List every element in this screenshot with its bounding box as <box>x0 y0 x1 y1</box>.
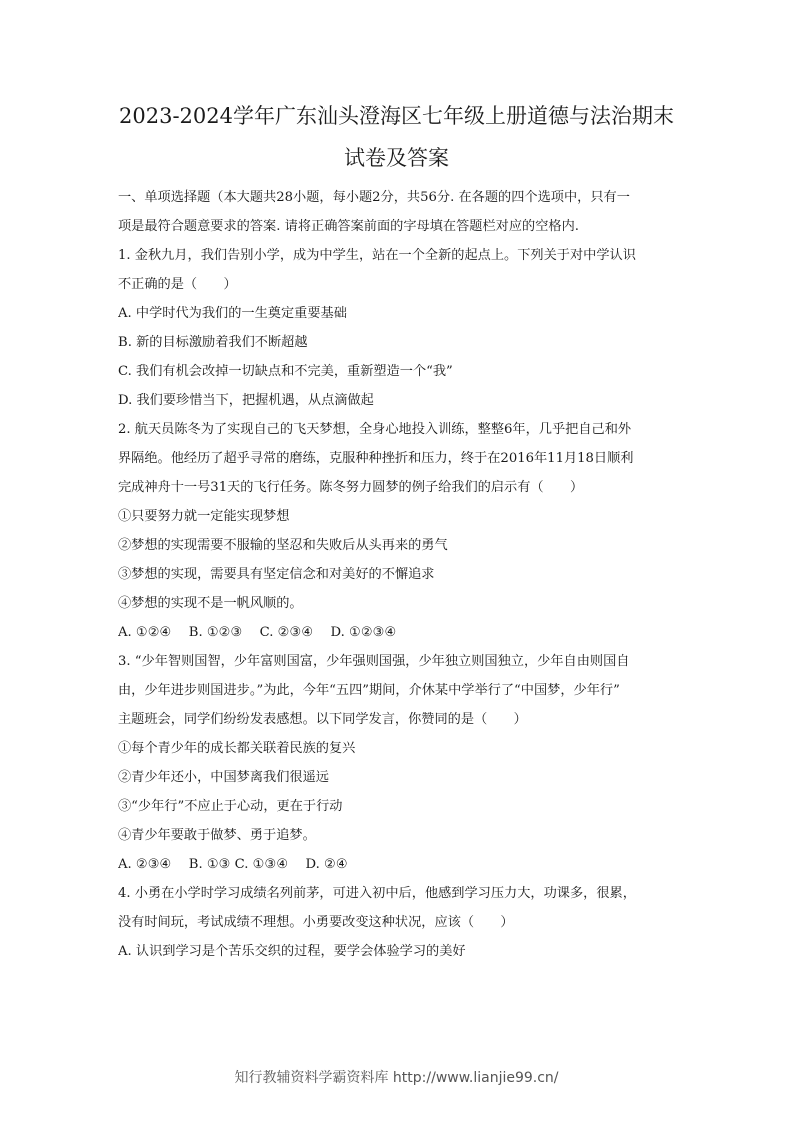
text-line: A. ②③④ B. ①③ C. ①③④ D. ②④ <box>118 857 348 872</box>
text-line: A. 中学时代为我们的一生奠定重要基础 <box>118 306 347 321</box>
text-line: B. 新的目标激励着我们不断超越 <box>118 335 308 350</box>
text-line: 项是最符合题意要求的答案. 请将正确答案前面的字母填在答题栏对应的空格内. <box>118 219 579 234</box>
text-line: ③梦想的实现，需要具有坚定信念和对美好的不懈追求 <box>118 567 435 582</box>
text-line: 界隔绝。他经历了超乎寻常的磨练，克服种种挫折和压力，终于在2016年11月18日顺利 <box>118 451 634 466</box>
text-line: ①每个青少年的成长都关联着民族的复兴 <box>118 741 356 756</box>
text-line: 3. “少年智则国智，少年富则国富，少年强则国强，少年独立则国独立，少年自由则国自 <box>118 654 630 669</box>
text-line: 不正确的是（ ） <box>118 277 237 292</box>
footer-watermark: 知行教辅资料学霸资料库 http://www.lianjie99.cn/ <box>234 1070 559 1086</box>
text-line: A. 认识到学习是个苦乐交织的过程，要学会体验学习的美好 <box>118 944 466 959</box>
text-line: 4. 小勇在小学时学习成绩名列前茅，可进入初中后，他感到学习压力大，功课多，很累， <box>118 886 636 901</box>
text-line: ①只要努力就一定能实现梦想 <box>118 509 290 524</box>
page-title-line1: 2023-2024学年广东汕头澄海区七年级上册道德与法治期末 <box>119 104 674 128</box>
text-line: 主题班会，同学们纷纷发表感想。以下同学发言，你赞同的是（ ） <box>118 712 527 727</box>
text-line: 没有时间玩，考试成绩不理想。小勇要改变这种状况，应该（ ） <box>118 915 514 930</box>
page-title-line2: 试卷及答案 <box>344 146 449 170</box>
text-line: 2. 航天员陈冬为了实现自己的飞天梦想，全身心地投入训练，整整6年，几乎把自己和外 <box>118 422 632 437</box>
text-line: ②梦想的实现需要不服输的坚忍和失败后从头再来的勇气 <box>118 538 448 553</box>
text-line: C. 我们有机会改掉一切缺点和不完美，重新塑造一个“我” <box>118 364 453 379</box>
text-line: ④梦想的实现不是一帆风顺的。 <box>118 596 303 611</box>
text-line: ③“少年行”不应止于心动，更在于行动 <box>118 799 343 814</box>
text-line: 完成神舟十一号31天的飞行任务。陈冬努力圆梦的例子给我们的启示有（ ） <box>118 480 584 495</box>
text-line: 由，少年进步则国进步。”为此，今年“五四”期间，介休某中学举行了“中国梦，少年行” <box>118 683 620 698</box>
text-line: 一、单项选择题（本大题共28小题，每小题2分，共56分. 在各题的四个选项中，只有一 <box>118 190 630 205</box>
text-line: D. 我们要珍惜当下，把握机遇，从点滴做起 <box>118 393 374 408</box>
text-line: ②青少年还小，中国梦离我们很遥远 <box>118 770 329 785</box>
text-line: 1. 金秋九月，我们告别小学，成为中学生，站在一个全新的起点上。下列关于对中学认识 <box>118 248 636 263</box>
text-line: ④青少年要敢于做梦、勇于追梦。 <box>118 828 316 843</box>
exam-body <box>118 183 678 966</box>
text-line: A. ①②④ B. ①②③ C. ②③④ D. ①②③④ <box>118 625 397 640</box>
